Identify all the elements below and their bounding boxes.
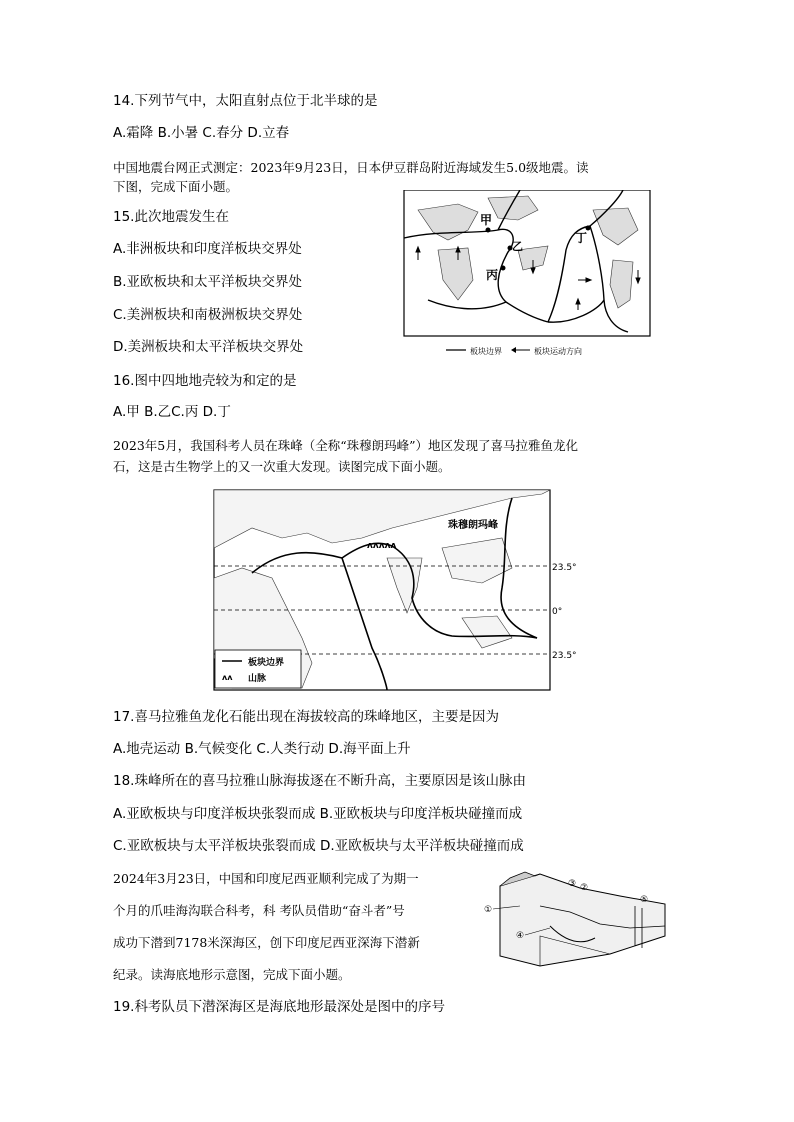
svg-text:ᴧᴧ: ᴧᴧ <box>222 673 233 682</box>
seafloor-marker-4: ④ <box>516 931 525 941</box>
map2-lat-north: 23.5° <box>552 563 577 573</box>
map1-legend-motion: 板块运动方向 <box>534 347 582 356</box>
map1-legend-boundary: 板块边界 <box>470 347 502 356</box>
map2-peak-label: 珠穆朗玛峰 <box>448 520 498 531</box>
passage2-line2: 石，这是古生物学上的又一次重大发现。读图完成下面小题。 <box>113 459 451 474</box>
passage2-line1: 2023年5月，我国科考人员在珠峰（全称“珠穆朗玛峰”）地区发现了喜马拉雅鱼龙化 <box>113 438 579 453</box>
q15-option-a: A.非洲板块和印度洋板块交界处 <box>113 241 302 257</box>
map1-label-yi: 乙 <box>512 240 523 253</box>
map1-label-ding: 丁 <box>575 231 588 245</box>
seafloor-marker-1: ① <box>484 905 493 915</box>
q15-option-d: D.美洲板块和太平洋板块交界处 <box>113 339 304 355</box>
q18-stem: 18.珠峰所在的喜马拉雅山脉海拔逐在不断升高，主要原因是该山脉由 <box>113 773 526 789</box>
passage1-line2: 下图，完成下面小题。 <box>113 179 239 194</box>
q17-options: A.地壳运动 B.气候变化 C.人类行动 D.海平面上升 <box>113 741 411 757</box>
map2-lat-south: 23.5° <box>552 651 577 661</box>
passage3-line1: 2024年3月23日，中国和印度尼西亚顺利完成了为期一 <box>113 871 419 886</box>
q17-stem: 17.喜马拉雅鱼龙化石能出现在海拔较高的珠峰地区，主要是因为 <box>113 709 499 725</box>
map1-label-bing: 丙 <box>486 268 499 282</box>
q16-stem: 16.图中四地地壳较为和定的是 <box>113 373 297 389</box>
seafloor-diagram <box>480 866 670 968</box>
q19-stem: 19.科考队员下潜深海区是海底地形最深处是图中的序号 <box>113 999 445 1015</box>
svg-text:ᴧᴧᴧᴧᴧ: ᴧᴧᴧᴧᴧ <box>367 541 397 551</box>
map2-legend-boundary: 板块边界 <box>248 658 285 668</box>
q18-options-ab: A.亚欧板块与印度洋板块张裂而成 B.亚欧板块与印度洋板块碰撞而成 <box>113 806 523 822</box>
q15-option-b: B.亚欧板块和太平洋板块交界处 <box>113 274 303 290</box>
q14-stem: 14.下列节气中，太阳直射点位于北半球的是 <box>113 93 378 109</box>
q18-options-cd: C.亚欧板块与太平洋板块张裂而成 D.亚欧板块与太平洋板块碰撞而成 <box>113 838 524 854</box>
seafloor-marker-2: ② <box>580 883 589 893</box>
passage1-line1: 中国地震台网正式测定：2023年9月23日，日本伊豆群岛附近海域发生5.0级地震。读 <box>113 160 589 175</box>
map2-legend-mountain: 山脉 <box>248 674 267 684</box>
seafloor-marker-3: ③ <box>568 879 577 889</box>
seafloor-marker-5: ⑤ <box>640 895 649 905</box>
passage3-line3: 成功下潜到7178米深海区，创下印度尼西亚深海下潜新 <box>113 935 420 950</box>
map2-lat-equator: 0° <box>552 607 563 617</box>
q15-stem: 15.此次地震发生在 <box>113 209 229 225</box>
plate-map <box>398 190 656 360</box>
map1-label-jia: 甲 <box>480 213 493 227</box>
q14-options: A.霜降 B.小暑 C.春分 D.立春 <box>113 125 290 141</box>
himalaya-map <box>212 488 582 693</box>
passage3-line4: 纪录。读海底地形示意图，完成下面小题。 <box>113 967 351 982</box>
q16-options: A.甲 B.乙C.丙 D.丁 <box>113 404 231 420</box>
q15-option-c: C.美洲板块和南极洲板块交界处 <box>113 307 303 323</box>
passage3-line2: 个月的爪哇海沟联合科考，科 考队员借助“奋斗者”号 <box>113 903 405 918</box>
